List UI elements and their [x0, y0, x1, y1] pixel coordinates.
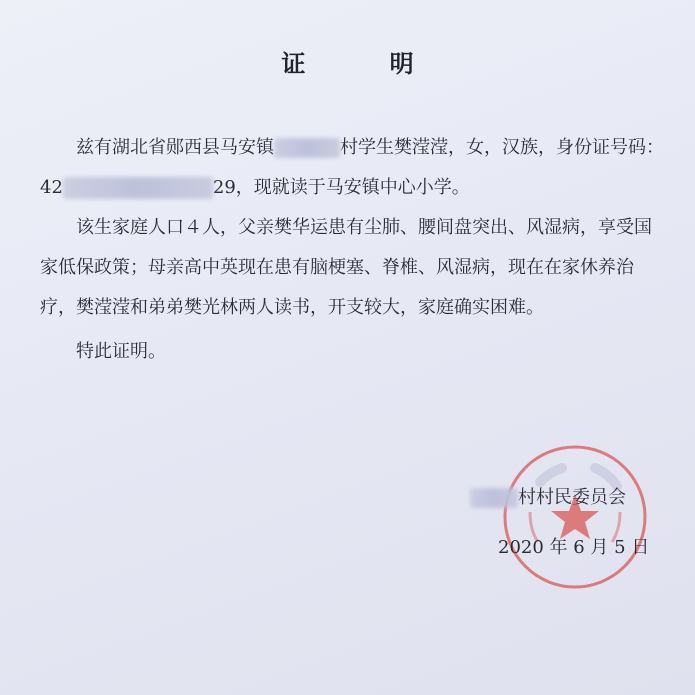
- paragraph-family-situation: 该生家庭人口４人，父亲樊华运患有尘肺、腰间盘突出、风湿病，享受国家低保政策；母亲高中英现在患有脑梗塞、脊椎、风湿病，现在在家休养治疗，樊滢滢和弟弟樊光林两人读书，开支较大，家庭确实困难。: [40, 217, 652, 318]
- student-info-part-b: 村学生樊滢滢，女，汉族，身份证号码：42: [40, 137, 664, 198]
- signature-block: [470, 478, 670, 568]
- document-title: 证 明: [281, 49, 452, 78]
- redacted-id-number: [63, 177, 213, 199]
- closing-statement: 特此证明。: [76, 341, 166, 362]
- document-body: [40, 128, 665, 372]
- paragraph-student-info: [40, 128, 665, 208]
- document-date: 2020 年 6 月 5 日: [498, 537, 650, 558]
- student-info-part-a: 兹有湖北省郧西县马安镇: [76, 137, 274, 158]
- signature-line: [470, 478, 670, 518]
- committee-name: 村村民委员会: [518, 487, 626, 508]
- redacted-village-name: [274, 138, 340, 158]
- student-info-part-c: 29，现就读于马安镇中心小学。: [212, 177, 470, 198]
- redacted-committee-name: [470, 488, 518, 508]
